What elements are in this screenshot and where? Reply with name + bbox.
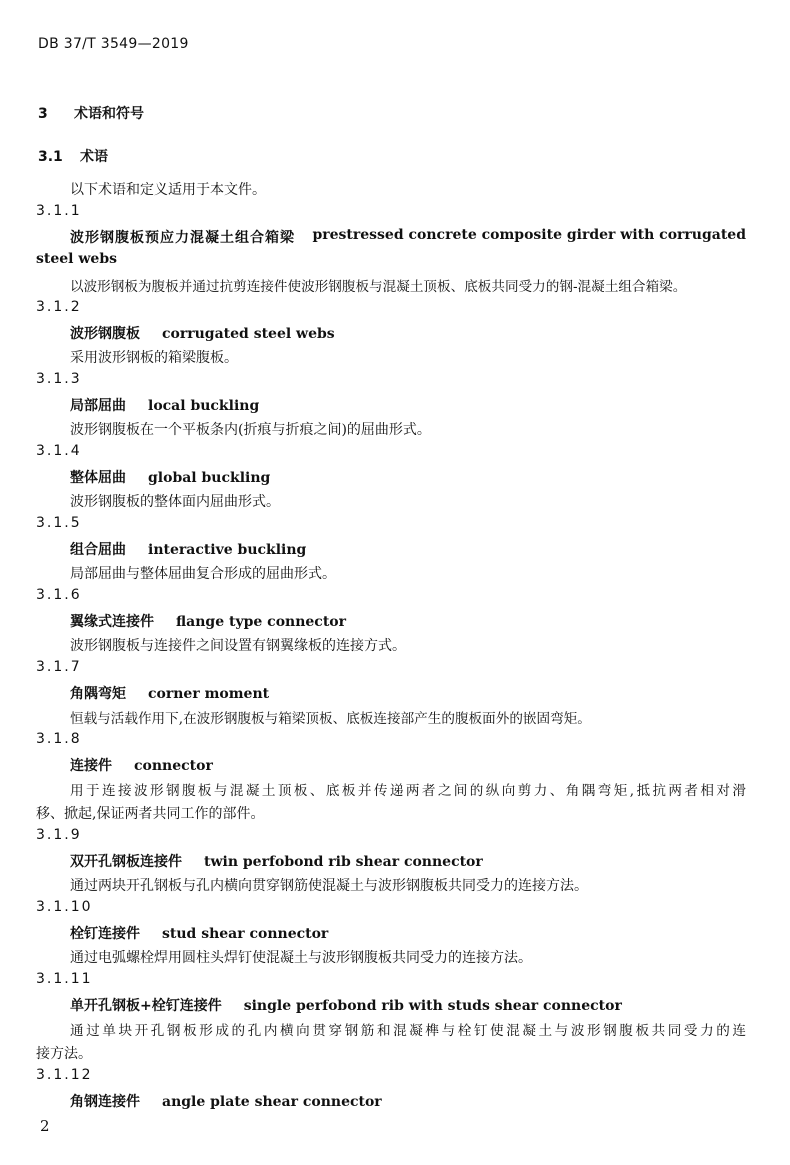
term-definition: 波形钢腹板在一个平板条内(折痕与折痕之间)的屈曲形式。 xyxy=(70,422,431,438)
term-chinese: 波形钢腹板 xyxy=(70,326,140,342)
term-chinese: 翼缘式连接件 xyxy=(70,614,154,630)
section-number: 3 xyxy=(38,106,48,122)
term-chinese: 波形钢腹板预应力混凝土组合箱梁 xyxy=(70,230,295,246)
term-english: flange type connector xyxy=(176,614,347,630)
term-english: global buckling xyxy=(148,470,271,486)
term-chinese: 栓钉连接件 xyxy=(70,926,140,942)
term-heading xyxy=(70,755,213,775)
subsection-heading xyxy=(38,146,108,166)
term-heading xyxy=(70,227,746,247)
term-heading xyxy=(70,467,270,487)
term-number: 3.1.5 xyxy=(36,515,82,531)
term-english-continuation: steel webs xyxy=(36,251,117,267)
term-definition: 通过电弧螺栓焊用圆柱头焊钉使混凝土与波形钢腹板共同受力的连接方法。 xyxy=(70,950,532,966)
term-heading xyxy=(70,611,346,631)
term-number: 3.1.4 xyxy=(36,443,82,459)
term-english: angle plate shear connector xyxy=(162,1094,382,1110)
section-heading xyxy=(38,103,144,123)
term-chinese: 单开孔钢板+栓钉连接件 xyxy=(70,998,222,1014)
term-number: 3.1.6 xyxy=(36,587,82,603)
term-english: twin perfobond rib shear connector xyxy=(204,854,483,870)
term-heading xyxy=(70,539,306,559)
term-definition: 波形钢腹板的整体面内屈曲形式。 xyxy=(70,494,280,510)
term-heading xyxy=(70,395,259,415)
term-heading xyxy=(70,323,335,343)
term-chinese: 角钢连接件 xyxy=(70,1094,140,1110)
term-chinese: 双开孔钢板连接件 xyxy=(70,854,182,870)
term-definition: 通过两块开孔钢板与孔内横向贯穿钢筋使混凝土与波形钢腹板共同受力的连接方法。 xyxy=(70,878,588,894)
term-english: prestressed concrete composite girder with corrugated xyxy=(312,227,746,243)
term-number: 3.1.9 xyxy=(36,827,82,843)
term-heading xyxy=(70,995,622,1015)
term-number: 3.1.8 xyxy=(36,731,82,747)
term-number: 3.1.1 xyxy=(36,203,82,219)
term-english: local buckling xyxy=(148,398,260,414)
term-number: 3.1.10 xyxy=(36,899,93,915)
section-title: 术语和符号 xyxy=(74,106,144,122)
term-number: 3.1.11 xyxy=(36,971,93,987)
term-chinese: 局部屈曲 xyxy=(70,398,126,414)
term-english: interactive buckling xyxy=(148,542,307,558)
term-definition: 采用波形钢板的箱梁腹板。 xyxy=(70,350,238,366)
subsection-number: 3.1 xyxy=(38,149,63,165)
term-english: corrugated steel webs xyxy=(162,326,335,342)
term-chinese: 角隅弯矩 xyxy=(70,686,126,702)
term-definition: 通过单块开孔钢板形成的孔内横向贯穿钢筋和混凝榫与栓钉使混凝土与波形钢腹板共同受力的连 xyxy=(70,1023,746,1039)
term-chinese: 组合屈曲 xyxy=(70,542,126,558)
term-chinese: 整体屈曲 xyxy=(70,470,126,486)
term-english: stud shear connector xyxy=(162,926,329,942)
term-definition: 局部屈曲与整体屈曲复合形成的屈曲形式。 xyxy=(70,566,336,582)
term-definition: 以波形钢板为腹板并通过抗剪连接件使波形钢腹板与混凝土顶板、底板共同受力的钢-混凝土组合箱梁。 xyxy=(70,279,687,295)
term-english: corner moment xyxy=(148,686,270,702)
term-definition: 用于连接波形钢腹板与混凝土顶板、底板并传递两者之间的纵向剪力、角隅弯矩,抵抗两者相对滑 xyxy=(70,783,746,799)
term-number: 3.1.2 xyxy=(36,299,82,315)
page-number: 2 xyxy=(40,1117,50,1135)
subsection-title: 术语 xyxy=(80,149,108,165)
term-definition: 恒载与活载作用下,在波形钢腹板与箱梁顶板、底板连接部产生的腹板面外的嵌固弯矩。 xyxy=(70,711,591,727)
term-heading xyxy=(70,683,269,703)
term-english: connector xyxy=(134,758,213,774)
intro-text: 以下术语和定义适用于本文件。 xyxy=(70,182,266,198)
term-number: 3.1.7 xyxy=(36,659,82,675)
term-heading xyxy=(70,851,483,871)
term-heading xyxy=(70,1091,382,1111)
term-chinese: 连接件 xyxy=(70,758,112,774)
term-heading xyxy=(70,923,328,943)
term-definition: 波形钢腹板与连接件之间设置有钢翼缘板的连接方式。 xyxy=(70,638,406,654)
term-definition-continuation: 移、掀起,保证两者共同工作的部件。 xyxy=(36,806,265,822)
term-definition-continuation: 接方法。 xyxy=(36,1046,92,1062)
term-number: 3.1.3 xyxy=(36,371,82,387)
term-number: 3.1.12 xyxy=(36,1067,93,1083)
standard-code-header: DB 37/T 3549—2019 xyxy=(38,36,189,52)
term-english: single perfobond rib with studs shear connector xyxy=(243,998,622,1014)
